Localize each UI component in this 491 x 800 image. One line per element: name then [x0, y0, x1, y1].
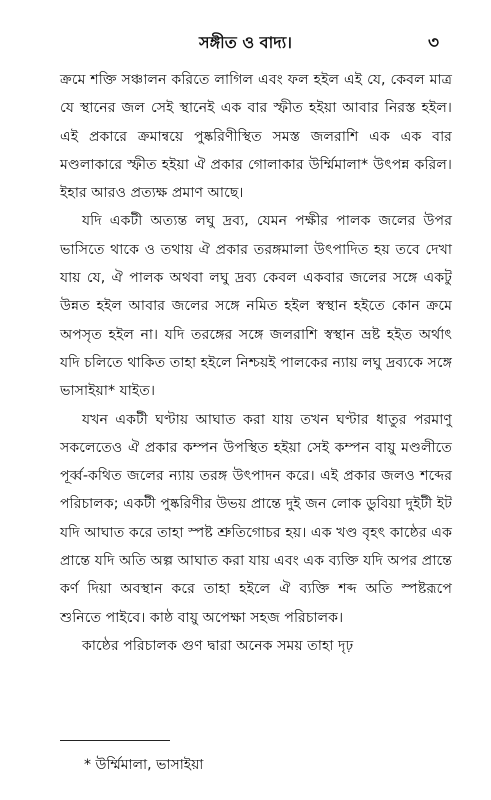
body-text [60, 66, 452, 660]
paragraph-2: যদি একটী অত্যন্ত লঘু দ্রব্য, যেমন পক্ষীর পালক জলের উপর ভাসিতে থাকে ও তথায় ঐ প্রকার তরঙ্গমালা উৎপাদিত হয় তবে দেখা যায় যে, ঐ পালক অথবা লঘু দ্রব্য কেবল একবার জলের সঙ্গে একটু উন্নত হইল আবার জলের সঙ্গে নমিত হইল স্বস্থান হইতে কোন ক্রমে অপসৃত হইল না। যদি তরঙ্গের সঙ্গে জলরাশি স্বস্থান ভ্রষ্ট হইত অর্থাৎ যদি চলিতে থাকিত তাহা হইলে নিশ্চয়ই পালকের ন্যায় লঘু দ্রব্যকে সঙ্গে ভাসাইয়া* যাইত। [60, 213, 452, 400]
footnote: * উর্ম্মিমালা, ভাসাইয়া [84, 757, 204, 773]
paragraph-4: কাষ্ঠের পরিচালক গুণ দ্বারা অনেক সময় তাহা দৃঢ় [82, 637, 354, 654]
paragraph-1: ক্রমে শক্তি সঞ্চালন করিতে লাগিল এবং ফল হইল এই যে, কেবল মাত্র যে স্থানের জল সেই স্থানেই এক বার স্ফীত হইয়া আবার নিরস্ত হইল। এই প্রকারে ক্রমান্বয়ে পুষ্করিণীস্থিত সমস্ত জলরাশি এক এক বার মণ্ডলাকারে স্ফীত হইয়া ঐ প্রকার গোলাকার উর্ম্মিমালা* উৎপন্ন করিল। ইহার আরও প্রত্যক্ষ প্রমাণ আছে। [60, 72, 452, 202]
footnote-rule [60, 740, 170, 741]
page-number: ৩ [427, 33, 439, 53]
running-title: সঙ্গীত ও বাদ্য। [199, 33, 292, 52]
paragraph-3: যখন একটী ঘণ্টায় আঘাত করা যায় তখন ঘণ্টার ধাতুর পরমাণু সকলেতেও ঐ প্রকার কম্পন উপস্থিত হইয়া সেই কম্পন বায়ু মণ্ডলীতে পূর্ব্ব-কথিত জলের ন্যায় তরঙ্গ উৎপাদন করে। এই প্রকার জলও শব্দের পরিচালক; একটী পুষ্করিণীর উভয় প্রান্তে দুই জন লোক ডুবিয়া দুইটী ইট যদি আঘাত করে তাহা স্পষ্ট শ্রুতিগোচর হয়। এক খণ্ড বৃহৎ কাষ্ঠের এক প্রান্তে যদি অতি অল্প আঘাত করা যায় এবং এক ব্যক্তি যদি অপর প্রান্তে কর্ণ দিয়া অবস্থান করে তাহা হইলে ঐ ব্যক্তি শব্দ অতি স্পষ্টরূপে শুনিতে পাইবে। কাষ্ঠ বায়ু অপেক্ষা সহজ পরিচালক। [60, 411, 452, 626]
